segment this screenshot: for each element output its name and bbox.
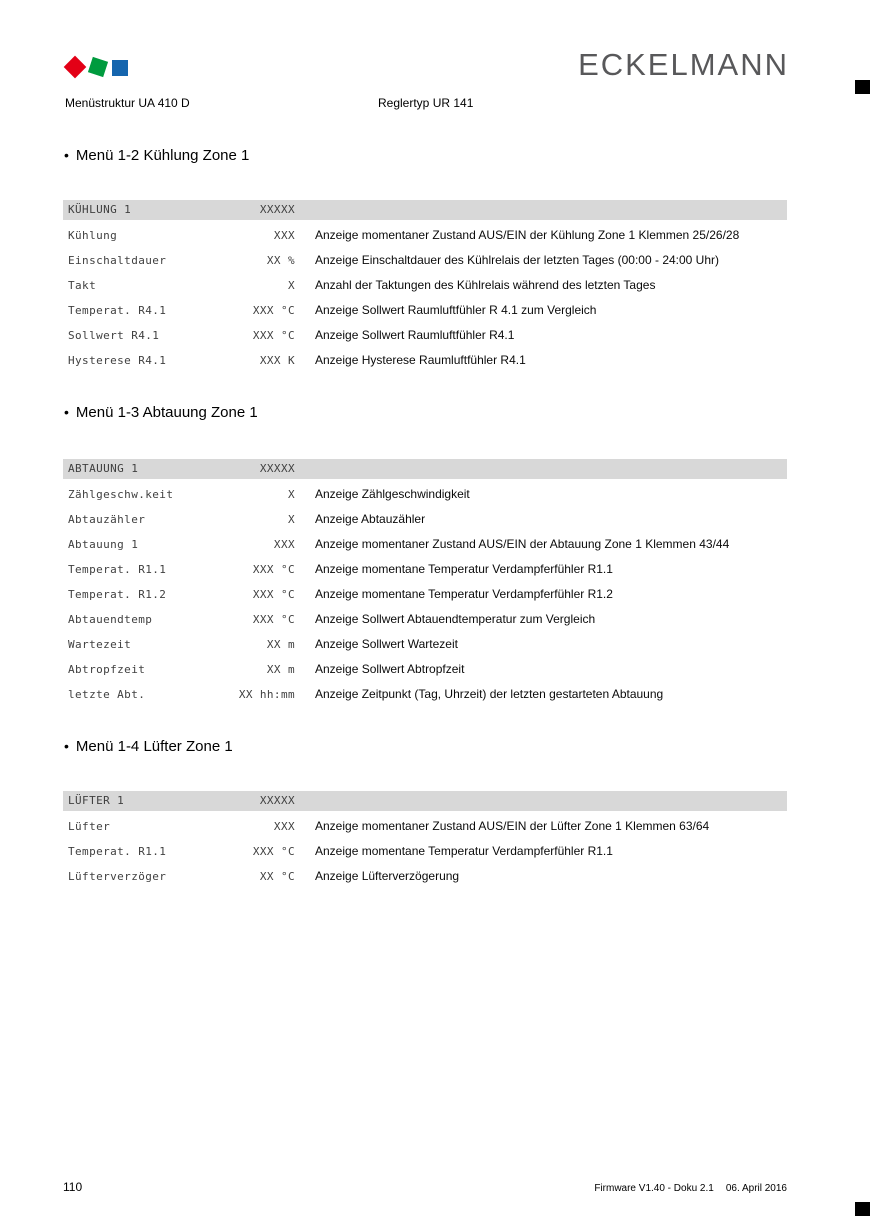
table-header-value: XXXXX — [259, 794, 295, 807]
row-description: Anzeige Sollwert Raumluftfühler R 4.1 zum Vergleich — [315, 303, 597, 317]
row-label: Sollwert R4.1 — [68, 329, 160, 342]
row-label: Hysterese R4.1 — [68, 354, 167, 367]
doc-title: Menüstruktur UA 410 D — [65, 96, 190, 110]
row-value: XXX — [273, 538, 295, 551]
row-description: Anzeige Lüfterverzögerung — [315, 869, 460, 883]
table-header-label: LÜFTER 1 — [68, 794, 125, 807]
row-value: XX % — [266, 254, 295, 267]
table-row — [63, 532, 787, 557]
row-value: XXX K — [259, 354, 295, 367]
row-description: Anzeige Abtauzähler — [315, 512, 426, 526]
row-description: Anzeige Sollwert Raumluftfühler R4.1 — [315, 328, 515, 342]
firmware-version: Firmware V1.40 - Doku 2.1 — [594, 1183, 714, 1194]
table-kuehlung-1 — [63, 200, 787, 373]
row-label: Abtropfzeit — [68, 663, 146, 676]
table-header-label: KÜHLUNG 1 — [68, 203, 132, 216]
bullet-icon: • — [64, 738, 69, 754]
logo-green-square-icon — [88, 57, 108, 77]
section-title-text: Menü 1-2 Kühlung Zone 1 — [75, 147, 250, 164]
table-row — [63, 607, 787, 632]
bullet-icon: • — [64, 404, 69, 420]
table-body — [63, 811, 787, 889]
table-row — [63, 348, 787, 373]
footer-info — [594, 1183, 787, 1194]
row-description: Anzeige Sollwert Abtropfzeit — [315, 662, 465, 676]
table-row — [63, 814, 787, 839]
row-label: Takt — [68, 279, 97, 292]
table-abtauung-1 — [63, 459, 787, 707]
controller-type: Reglertyp UR 141 — [378, 96, 474, 110]
row-description: Anzeige momentane Temperatur Verdampferfühler R1.2 — [315, 587, 613, 601]
table-body — [63, 220, 787, 373]
logo-blue-square-icon — [112, 60, 128, 76]
table-header — [63, 791, 787, 811]
table-header — [63, 200, 787, 220]
row-label: Einschaltdauer — [68, 254, 167, 267]
row-value: X — [287, 513, 295, 526]
row-value: XXX — [273, 820, 295, 833]
row-description: Anzeige momentane Temperatur Verdampferfühler R1.1 — [315, 562, 613, 576]
page-number: 110 — [63, 1180, 83, 1194]
section-title-menu-1-4 — [64, 738, 233, 755]
row-value: XX m — [266, 663, 295, 676]
table-row — [63, 839, 787, 864]
table-row — [63, 248, 787, 273]
row-value: X — [287, 279, 295, 292]
company-logo — [64, 55, 134, 81]
row-label: Abtauung 1 — [68, 538, 139, 551]
row-description: Anzeige Sollwert Wartezeit — [315, 637, 458, 651]
table-header-value: XXXXX — [259, 462, 295, 475]
section-title-text: Menü 1-4 Lüfter Zone 1 — [75, 738, 233, 755]
row-value: XX hh:mm — [238, 688, 295, 701]
table-row — [63, 482, 787, 507]
doc-date: 06. April 2016 — [725, 1183, 787, 1194]
row-description: Anzeige momentane Temperatur Verdampferfühler R1.1 — [315, 844, 613, 858]
row-label: Temperat. R1.2 — [68, 588, 167, 601]
row-description: Anzeige Hysterese Raumluftfühler R4.1 — [315, 353, 526, 367]
row-label: Lüfter — [68, 820, 111, 833]
row-value: XXX — [273, 229, 295, 242]
row-value: XXX °C — [252, 613, 295, 626]
table-header-label: ABTAUUNG 1 — [68, 462, 139, 475]
table-row — [63, 682, 787, 707]
row-description: Anzeige Zählgeschwindigkeit — [315, 487, 470, 501]
row-label: Temperat. R1.1 — [68, 563, 167, 576]
section-title-menu-1-3 — [64, 404, 258, 421]
row-value: XXX °C — [252, 588, 295, 601]
table-header — [63, 459, 787, 479]
row-value: XXX °C — [252, 563, 295, 576]
row-label: Zählgeschw.keit — [68, 488, 174, 501]
row-label: Abtauzähler — [68, 513, 146, 526]
row-label: Abtauendtemp — [68, 613, 153, 626]
table-row — [63, 273, 787, 298]
table-luefter-1 — [63, 791, 787, 889]
page-edge-mark-bottom — [855, 1202, 870, 1216]
page-edge-mark-top — [855, 80, 870, 94]
row-description: Anzahl der Taktungen des Kühlrelais während des letzten Tages — [315, 278, 656, 292]
table-body — [63, 479, 787, 707]
table-header-value: XXXXX — [259, 203, 295, 216]
brand-wordmark: ECKELMANN — [578, 47, 789, 82]
row-value: XXX °C — [252, 845, 295, 858]
row-label: Lüfterverzöger — [68, 870, 167, 883]
table-row — [63, 582, 787, 607]
row-value: X — [287, 488, 295, 501]
row-description: Anzeige Zeitpunkt (Tag, Uhrzeit) der letzten gestarteten Abtauung — [315, 687, 664, 701]
row-label: Kühlung — [68, 229, 118, 242]
row-value: XX m — [266, 638, 295, 651]
row-label: letzte Abt. — [68, 688, 146, 701]
row-label: Temperat. R1.1 — [68, 845, 167, 858]
row-description: Anzeige Einschaltdauer des Kühlrelais der letzten Tages (00:00 - 24:00 Uhr) — [315, 253, 720, 267]
section-title-menu-1-2 — [64, 147, 249, 164]
row-description: Anzeige momentaner Zustand AUS/EIN der Kühlung Zone 1 Klemmen 25/26/28 — [315, 228, 740, 242]
table-row — [63, 632, 787, 657]
row-description: Anzeige Sollwert Abtauendtemperatur zum Vergleich — [315, 612, 596, 626]
logo-red-diamond-icon — [64, 56, 87, 79]
row-label: Temperat. R4.1 — [68, 304, 167, 317]
row-label: Wartezeit — [68, 638, 132, 651]
row-description: Anzeige momentaner Zustand AUS/EIN der Lüfter Zone 1 Klemmen 63/64 — [315, 819, 710, 833]
table-row — [63, 298, 787, 323]
table-row — [63, 323, 787, 348]
table-row — [63, 223, 787, 248]
table-row — [63, 657, 787, 682]
section-title-text: Menü 1-3 Abtauung Zone 1 — [75, 404, 258, 421]
table-row — [63, 507, 787, 532]
row-description: Anzeige momentaner Zustand AUS/EIN der Abtauung Zone 1 Klemmen 43/44 — [315, 537, 730, 551]
row-value: XX °C — [259, 870, 295, 883]
row-value: XXX °C — [252, 304, 295, 317]
table-row — [63, 557, 787, 582]
table-row — [63, 864, 787, 889]
bullet-icon: • — [64, 147, 69, 163]
row-value: XXX °C — [252, 329, 295, 342]
